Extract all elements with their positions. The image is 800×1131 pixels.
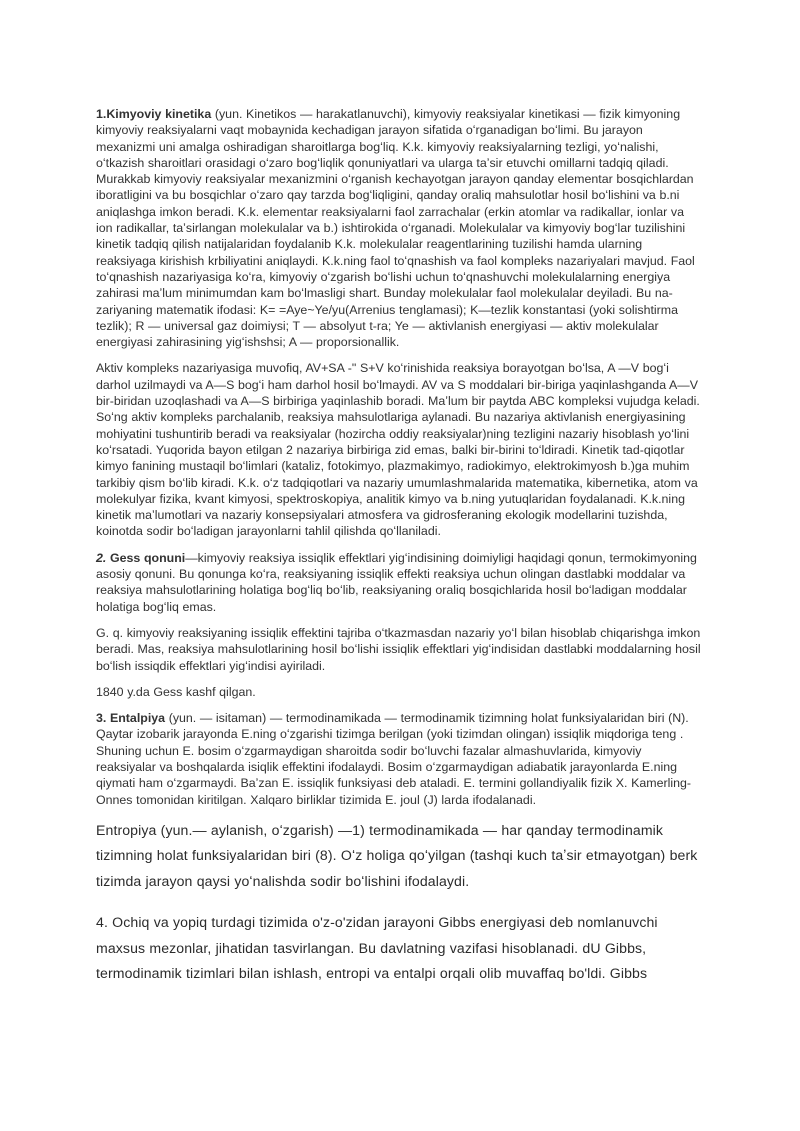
paragraph-text: Entropiya (yun.— aylanish, oʻzgarish) —1) termodinamikada — har qanday termodinamik tizimning holat funksiyalaridan biri (8). Oʻz holiga qoʻyilgan (tashqi kuch taʼsir etmayotgan) berk tizimda jarayon qaysi yoʻnalishda sodir boʻlishini ifodalaydi. bbox=[96, 821, 702, 889]
paragraph bbox=[96, 360, 704, 539]
paragraph-text: 1840 y.da Gess kashf qilgan. bbox=[96, 684, 256, 699]
paragraph-text: 4. Ochiq va yopiq turdagi tizimida o'z-o'zidan jarayoni Gibbs energiyasi deb nomlanuvchi maxsus mezonlar, jihatidan tasvirlangan. Bu davlatning vazifasi hisoblanadi. dU Gibbs, termodinamik tizimlari bilan ishlash, entropi va entalpi orqali olib muvaffaq bo'ldi. Gibbs bbox=[96, 914, 662, 981]
paragraph-lead: 1.Kimyoviy kinetika bbox=[96, 107, 212, 121]
paragraph bbox=[96, 818, 704, 894]
paragraph bbox=[96, 684, 704, 700]
paragraph bbox=[96, 625, 704, 674]
paragraph bbox=[96, 550, 704, 615]
paragraph bbox=[96, 910, 704, 986]
document-content bbox=[96, 106, 704, 986]
paragraph-lead: 2. bbox=[96, 550, 110, 565]
paragraph bbox=[96, 106, 704, 350]
paragraph-lead: 3. Entalpiya bbox=[96, 711, 166, 726]
paragraph-text: Aktiv kompleks nazariyasiga muvofiq, AV+SA -" S+V koʻrinishida reaksiya borayotgan boʻlsa, A —V bogʻi darhol uzilmaydi va A—S bogʻi ham darhol hosil boʻlmaydi. AV va S moddalari bir-biriga yaqinlashganda A—V bir-biridan uzoqlashadi va A—S birbiriga yaqinlashib boradi. Maʼlum bir paytda ABC kompleksi vujudga keladi. Soʻng aktiv kompleks parchalanib, reaksiya mahsulotlariga aylanadi. Bu nazariya aktivlanish energiyasining mohiyatini tushuntirib beradi va reaksiyalar (hozircha oddiy reaksiyalar)ning tezligini nazariy hisoblash yoʻlini koʻrsatadi. Yuqorida bayon etilgan 2 nazariya birbiriga zid emas, balki bir-birini toʻldiradi. Kinetik tad-qiqotlar kimyo fanining mustaqil boʻlimlari (kataliz, fotokimyo, plazmakimyo, radiokimyo, elektrokimyosh b.)ga muhim tarkibiy qism boʻlib kiradi. K.k. oʻz tadqiqotlari va nazariy umumlashmalarida matematika, kibernetika, atom va molekulyar fizika, kvant kimyosi, spektroskopiya, analitik kimyo va b.ning yutuqlaridan foydalanadi. K.k.ning kinetik maʼlumotlari va nazariy konsepsiyalari atmosfera va gidrosferaning ekologik modellarini tuzishda, koinotda sodir boʻladigan jarayonlarni tahlil qilishda qoʻllaniladi. bbox=[96, 361, 704, 539]
paragraph-text: (yun. Kinetikos — harakatlanuvchi), kimyoviy reaksiyalar kinetikasi — fizik kimyoning kimyoviy reaksiyalarni vaqt mobaynida kechadigan jarayon sifatida oʻrganadigan boʻlimi. Bu jarayon mexanizmi uni amalga oshiradigan sharoitlarga bogʻliq. K.k. kimyoviy reaksiyalarning tezligi, yoʻnalishi, oʻtkazish sharoitlari orasidagi oʻzaro bogʻliqlik qonuniyatlari va ularga taʼsir etuvchi omillarni tadqiq qiladi. Murakkab kimyoviy reaksiyalar mexanizmini oʻrganish kechayotgan jarayon qanday elementar bosqichlardan iboratligini va bu bosqichlar oʻzaro qay tarzda bogʻliqligini, qanday oraliq mahsulotlar hosil boʻlishini va b.ni aniqlashga imkon beradi. K.k. elementar reaksiyalarni faol zarrachalar (erkin atomlar va radikallar, ionlar va ion radikallar, taʼsirlangan molekulalar va b.) ishtirokida oʻrganadi. Molekulalar va kimyoviy bogʻlar tuzilishini kinetik tadqiq qilish natijalaridan foydalanib K.k. molekulalar reagentlarining tuzilishi hamda ularning reaksiyaga kirishish krbiliyatini aniqlaydi. K.k.ning faol toʻqnashish va faol kompleks nazariyalari mavjud. Faol toʻqnashish nazariyasiga koʻra, kimyoviy oʻzgarish boʻlishi uchun toʻqnashuvchi molekulalarning energiya zahirasi maʼlum minimumdan kam boʻlmasligi shart. Bunday molekulalar faol molekulalar deyiladi. Bu na-zariyaning matematik ifodasi: K= =Aye~Ye/yu(Arrenius tenglamasi); K—tezlik konstantasi (yoki solishtirma tezlik); R — universal gaz doimiysi; T — absolyut t-ra; Ye — aktivlanish energiyasi — aktiv molekulalar energiyasi zahirasining yigʻishshsi; A — proporsionallik. bbox=[96, 107, 699, 350]
paragraph-text: G. q. kimyoviy reaksiyaning issiqlik effektini tajriba oʻtkazmasdan nazariy yoʻl bilan hisoblab chiqarishga imkon beradi. Mas, reaksiya mahsulotlarining hosil boʻlishi issiqlik effektlari yigʻindisidan dastlabki moddalarning hosil boʻlish issiqdik effektlari yigʻindisi ayiriladi. bbox=[96, 625, 705, 673]
paragraph-text: —kimyoviy reaksiya issiqlik effektlari yigʻindisining doimiyligi haqidagi qonun, termokimyoning asosiy qonuni. Bu qonunga koʻra, reaksiyaning issiqlik effekti reaksiya uchun olingan dastlabki moddalar va reaksiya mahsulotlarining holatiga bogʻliq boʻlib, reaksiyaning oraliq bosqichlarida hosil boʻladigan moddalar holatiga bogʻliq emas. bbox=[96, 550, 701, 614]
paragraph-text: (yun. — isitaman) — termodinamikada — termodinamik tizimning holat funksiyalaridan biri (N). Qaytar izobarik jarayonda E.ning oʻzgarishi tizimga berilgan (yoki tizimdan olingan) issiqlik miqdoriga teng . Shuning uchun E. bosim oʻzgarmaydigan sharoitda sodir boʻluvchi fazalar almashuvlarida, kimyoviy reaksiyalar va boshqalarda isiqlik effektini ifodalaydi. Bosim oʻzgarmaydigan adiabatik jarayonlarda E.ning qiymati ham oʻzgarmaydi. Baʼzan E. issiqlik funksiyasi deb ataladi. E. termini gollandiyalik fizik X. Kamerling-Onnes tomonidan kiritilgan. Xalqaro birliklar tizimida E. joul (J) larda ifodalanadi. bbox=[96, 711, 693, 807]
paragraph-lead: Gess qonuni bbox=[109, 550, 186, 565]
paragraph bbox=[96, 710, 704, 808]
